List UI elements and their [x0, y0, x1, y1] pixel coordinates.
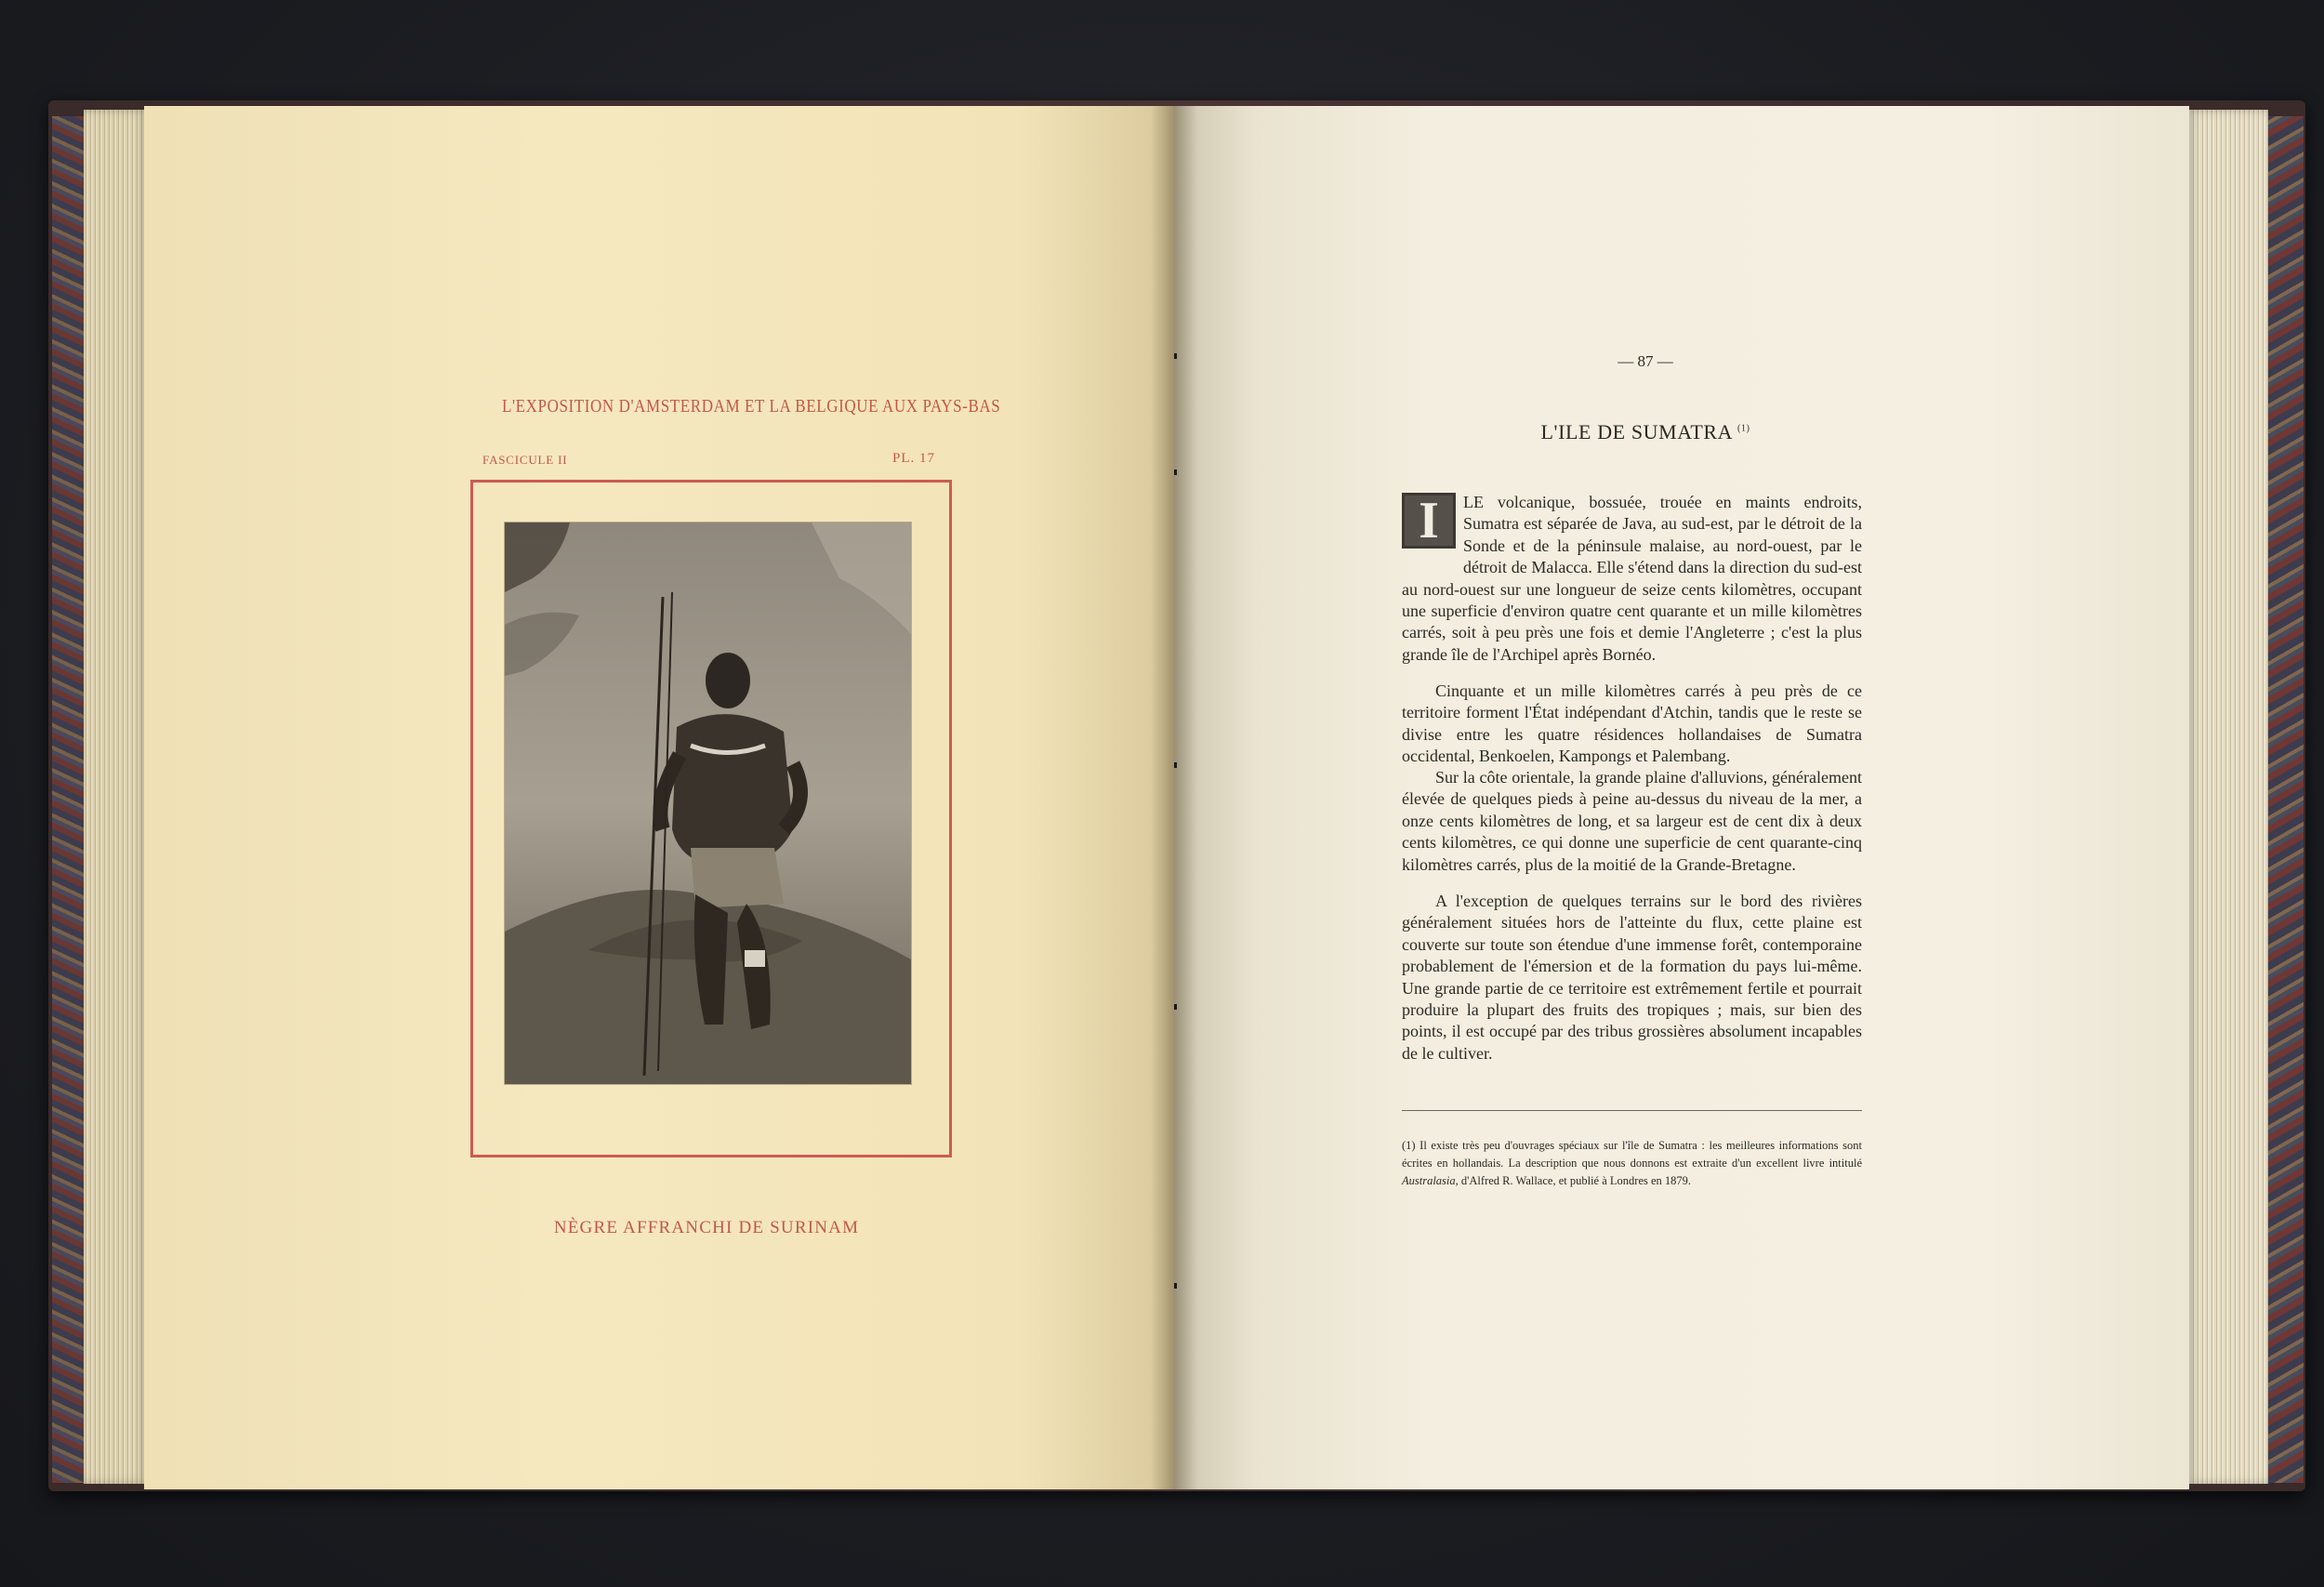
page-edges-right	[2186, 110, 2268, 1484]
paragraph-2: Cinquante et un mille kilomètres carrés à peu près de ce territoire forment l'État indépendant d'Atchin, tandis que le reste se divise entre les quatre résidences hollandaises de Sumatra occidental, Benkoelen, Kampongs et Palembang.	[1402, 681, 1862, 766]
footnote-text-end: , d'Alfred R. Wallace, et publié à Londres en 1879.	[1455, 1174, 1692, 1187]
paragraph-1-text: LE volcanique, bossuée, trouée en maints endroits, Sumatra est séparée de Java, au sud-est, par le détroit de la Sonde et de la péninsule malaise, au nord-ouest, par le détroit de Malacca. Elle s'étend dans la direction du sud-est au nord-ouest sur une longueur de seize cents kilomètres, occupant une superficie d'environ quatre cent quarante et un mille kilomètres carrés, soit à peu près une fois et demie l'Angleterre ; c'est la plus grande île de l'Archipel après Bornéo.	[1402, 493, 1862, 664]
gutter-thread	[1174, 353, 1177, 359]
marbled-edge-left	[52, 116, 86, 1483]
footnote-reference: (1)	[1737, 423, 1750, 434]
drop-cap-space	[1402, 492, 1463, 559]
chapter-title-text: L'ILE DE SUMATRA	[1540, 420, 1732, 443]
marbled-edge-right	[2268, 116, 2304, 1483]
paragraph-1	[1402, 492, 1862, 666]
chapter-title	[1487, 420, 1803, 444]
footnote-book-title: Australasia	[1402, 1174, 1456, 1187]
footnote	[1402, 1137, 1862, 1190]
paragraph-3: Sur la côte orientale, la grande plaine d'alluvions, généralement élevée de quelques pieds à peine au-dessus du niveau de la mer, a onze cents kilomètres de long, et sa largeur est de cent dix à deux cents kilomètres, ce qui donne une superficie de cent quarante-cinq kilomètres carrés, plus de la moitié de la Grande-Bretagne.	[1402, 768, 1862, 874]
footnote-text: (1) Il existe très peu d'ouvrages spéciaux sur l'île de Sumatra : les meilleures informations sont écrites en hollandais. La description que nous donnons est extraite d'un excellent livre intitulé	[1402, 1139, 1862, 1170]
fascicule-label: FASCICULE II	[482, 453, 568, 467]
gutter-thread	[1174, 469, 1177, 475]
plate-number: PL. 17	[892, 451, 936, 466]
book-gutter	[1151, 106, 1197, 1489]
page-edges-left	[84, 110, 149, 1484]
page-number: — 87 —	[1618, 352, 1673, 370]
gutter-thread	[1174, 762, 1177, 768]
photograph-figure	[505, 522, 911, 1084]
gutter-thread	[1174, 1283, 1177, 1289]
paragraph-4: A l'exception de quelques terrains sur le bord des rivières généralement situées hors de l'atteinte du flux, cette plaine est couverte sur toute son étendue d'une immense forêt, contemporaine probablement de l'émersion et de la formation du pays lui-même. Une grande partie de ce territoire est extrêmement fertile et pourrait produire la plupart des fruits des tropiques ; mais, sur bien des points, il est occupé par des tribus grossières absolument incapables de le cultiver.	[1402, 892, 1862, 1063]
footnote-rule	[1402, 1110, 1862, 1111]
plate-caption: NÈGRE AFFRANCHI DE SURINAM	[553, 1218, 860, 1237]
drop-cap: I	[1402, 493, 1456, 549]
gutter-thread	[1174, 1004, 1177, 1010]
plate-running-head: L'EXPOSITION D'AMSTERDAM ET LA BELGIQUE AUX PAYS-BAS	[502, 395, 1001, 417]
plate-photograph	[505, 522, 911, 1084]
